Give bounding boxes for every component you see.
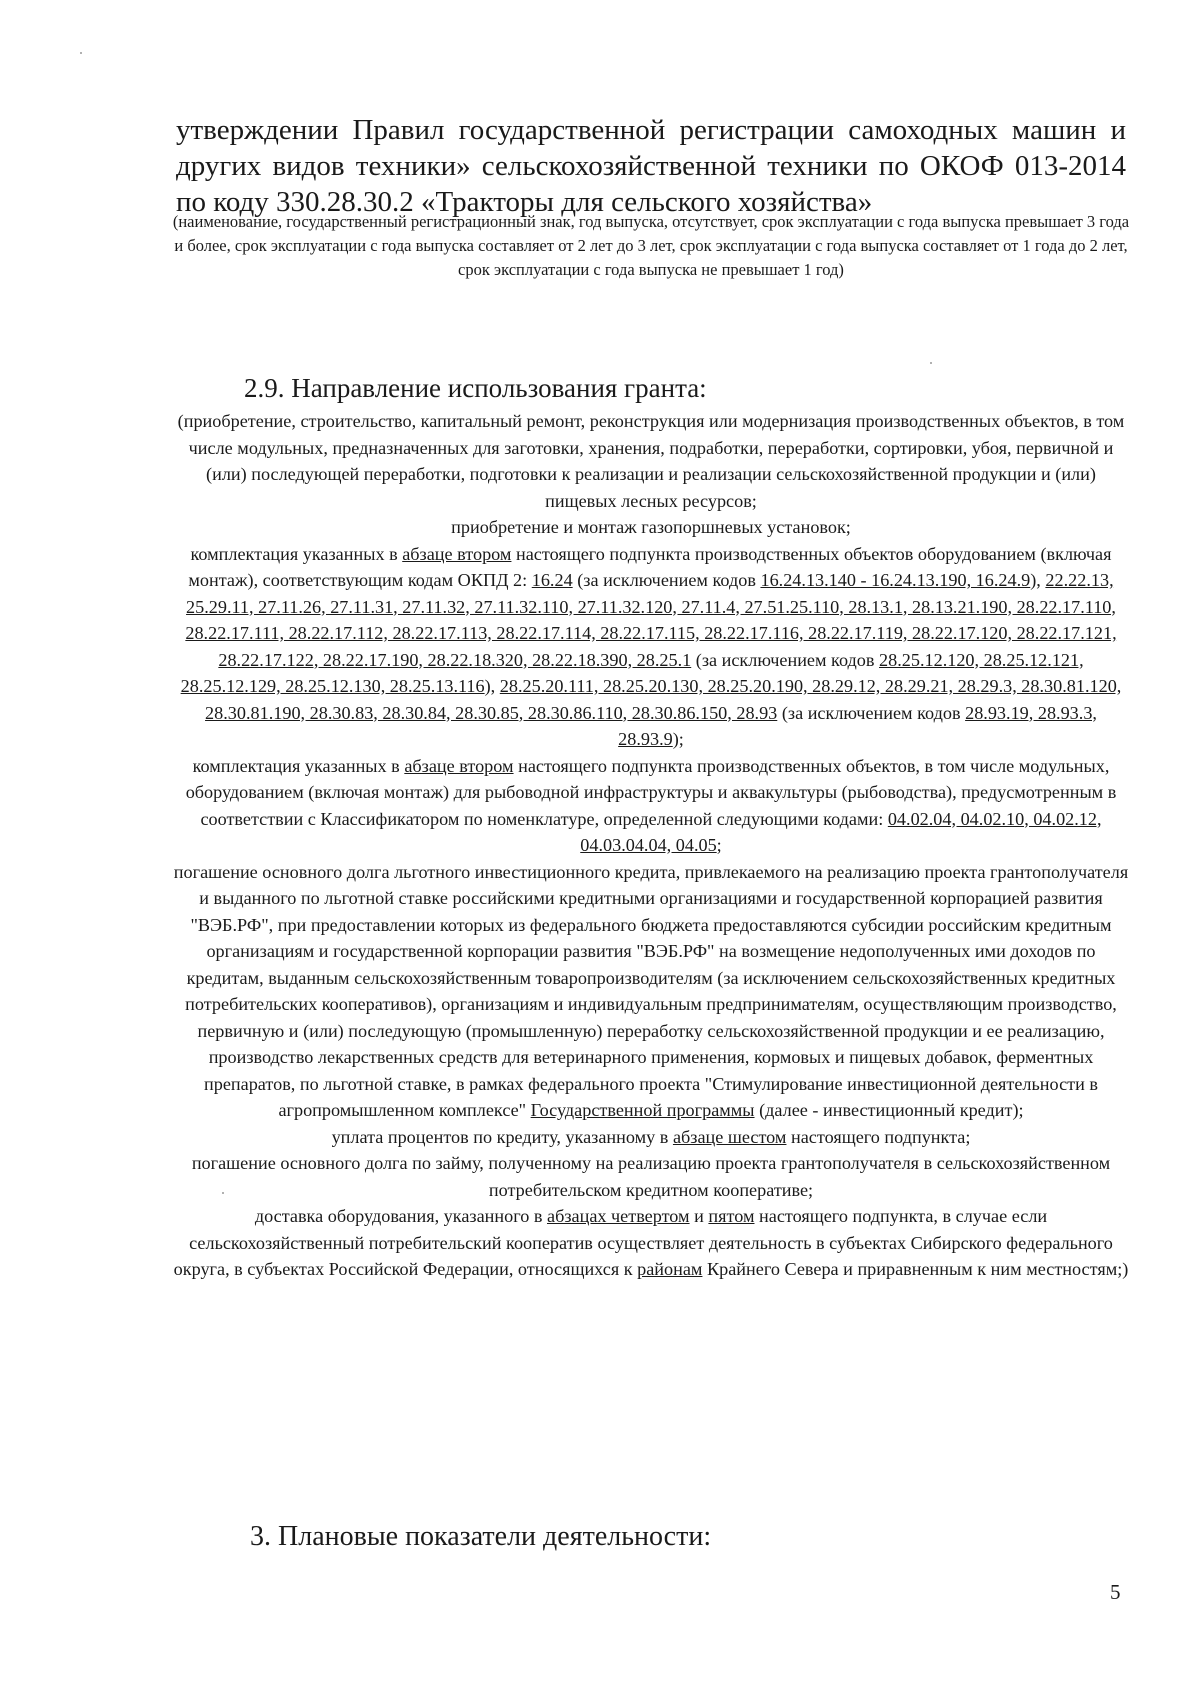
link-codes-excluded-3[interactable]: 28.93.19, 28.93.3, 28.93.9 <box>618 702 1097 749</box>
section-2-9-body <box>172 408 1130 1283</box>
section-3-title: 3. Плановые показатели деятельности: <box>250 1521 712 1552</box>
text: настоящего подпункта производственных объектов оборудованием (включая монтаж), соответствующим кодам ОКПД 2: <box>188 543 1112 590</box>
text: комплектация указанных в <box>192 755 405 776</box>
paragraph-loan-repayment <box>172 859 1130 1124</box>
text: настоящего подпункта; <box>786 1126 971 1147</box>
link-rayonam[interactable]: районам <box>637 1259 703 1279</box>
text: и <box>689 1206 709 1226</box>
paragraph-delivery <box>172 1203 1130 1283</box>
paragraph-purposes: (приобретение, строительство, капитальный ремонт, реконструкция или модернизация производственных объектов, в том числе модульных, предназначенных для заготовки, хранения, подработки, переработки, сортировки, убоя, первичной и (или) последующей переработки, подготовки к реализации и реализации сельскохозяйственной продукции и (или) пищевых лесных ресурсов; <box>177 411 1125 511</box>
intro-note: (наименование, государственный регистрационный знак, год выпуска, отсутствует, срок эксплуатации с года выпуска превышает 3 года и более, срок эксплуатации с года выпуска составляет от 2 лет до 3 лет, срок эксплуатации с года выпуска составляет от 1 года до 2 лет, срок эксплуатации с года выпуска не превышает 1 год) <box>172 212 1130 279</box>
text: доставка оборудования, указанного в <box>254 1206 547 1226</box>
text: ; <box>716 835 722 855</box>
link-abzats-vtorom[interactable]: абзаце втором <box>402 543 512 564</box>
text: ), <box>484 676 500 696</box>
text: (за исключением кодов <box>777 702 966 723</box>
link-pyatom[interactable]: пятом <box>708 1206 755 1226</box>
link-codes-more[interactable]: 28.25.20.111, 28.25.20.130, 28.25.20.190, 28.29.12, 28.29.21, 28.29.3, 28.30.81.120, 28.30.81.190, 28.30.83, 28.30.84, 28.30.85, 28.30.86.110, 28.30.86.150, 28.93 <box>205 676 1122 723</box>
link-codes-excluded-1[interactable]: 16.24.13.140 - 16.24.13.190, 16.24.9 <box>760 570 1031 590</box>
text: ), <box>1030 570 1046 590</box>
text: уплата процентов по кредиту, указанному в <box>331 1126 673 1147</box>
paragraph-aquaculture <box>172 753 1130 859</box>
paragraph-okpd-codes <box>172 541 1130 753</box>
text: Крайнего Севера и приравненным к ним местностям;) <box>702 1259 1129 1279</box>
text: ); <box>672 729 684 749</box>
text: комплектация указанных в <box>190 543 403 564</box>
link-codes-main[interactable]: 22.22.13, 25.29.11, 27.11.26, 27.11.31, 27.11.32, 27.11.32.110, 27.11.32.120, 27.11.4, 27.51.25.110, 28.13.1, 28.13.21.190, 28.22.17.110, 28.22.17.111, 28.22.17.112, 28.22.17.113, 28.22.17.114, 28.22.17.115, 28.22.17.116, 28.22.17.119, 28.22.17.120, 28.22.17.121, 28.22.17.122, 28.22.17.190, 28.22.18.320, 28.22.18.390, 28.25.1 <box>185 570 1117 670</box>
text: (за исключением кодов <box>691 649 880 670</box>
paragraph-coop-loan: погашение основного долга по займу, полученному на реализацию проекта грантополучателя в сельскохозяйственном потребительском кредитном кооперативе; <box>191 1153 1111 1200</box>
link-classifier-codes[interactable]: 04.02.04, 04.02.10, 04.02.12, 04.03.04.04, 04.05 <box>580 808 1102 855</box>
link-code-16-24[interactable]: 16.24 <box>531 570 573 590</box>
link-abzatsakh-chetvertom[interactable]: абзацах четвертом <box>547 1206 690 1226</box>
section-2-9-title: 2.9. Направление использования гранта: <box>244 373 707 403</box>
paragraph-interest <box>172 1124 1130 1151</box>
text: погашение основного долга льготного инвестиционного кредита, привлекаемого на реализацию проекта грантополучателя и выданного по льготной ставке российскими кредитными организациями и государственной корпорацией развития "ВЭБ.РФ", при предоставлении которых из федерального бюджета предоставляются субсидии российским кредитным организациям и государственной корпорации развития "ВЭБ.РФ" на возмещение недополученных ими доходов по кредитам, выданным сельскохозяйственным товаропроизводителям (за исключением сельскохозяйственных кредитных потребительских кооперативов), организациям и индивидуальным предпринимателям, осуществляющим производство, первичную и (или) последующую (промышленную) переработку сельскохозяйственной продукции и ее реализацию, производство лекарственных средств для ветеринарного применения, кормовых и пищевых добавок, ферментных препаратов, по льготной ставке, в рамках федерального проекта "Стимулирование инвестиционной деятельности в агропромышленном комплексе" <box>173 861 1129 1120</box>
page-number: 5 <box>1110 1580 1121 1604</box>
text: настоящего подпункта, в случае если сельскохозяйственный потребительский кооператив осуществляет деятельность в субъектах Сибирского федерального округа, в субъектах Российской Федерации, относящихся к <box>173 1206 1113 1279</box>
scan-speck <box>930 362 932 364</box>
text: (за исключением кодов <box>572 570 761 590</box>
link-abzats-vtorom[interactable]: абзаце втором <box>404 755 514 776</box>
scan-speck <box>222 1192 224 1194</box>
link-state-program[interactable]: Государственной программы <box>530 1100 755 1120</box>
intro-paragraph: утверждении Правил государственной регистрации самоходных машин и других видов техники» сельскохозяйственной техники по ОКОФ 013-2014 по коду 330.28.30.2 «Тракторы для сельского хозяйства» <box>176 114 1126 218</box>
text: (далее - инвестиционный кредит); <box>754 1100 1024 1120</box>
link-codes-excluded-2[interactable]: 28.25.12.120, 28.25.12.121, 28.25.12.129, 28.25.12.130, 28.25.13.116 <box>180 649 1084 696</box>
link-abzats-shestom[interactable]: абзаце шестом <box>672 1126 787 1147</box>
scan-speck <box>80 52 82 54</box>
paragraph-gas-units: приобретение и монтаж газопоршневых установок; <box>451 517 851 537</box>
text: настоящего подпункта производственных объектов, в том числе модульных, оборудованием (включая монтаж) для рыбоводной инфраструктуры и аквакультуры (рыбоводства), предусмотренным в соответствии с Классификатором по номенклатуре, определенной следующими кодами: <box>185 755 1117 829</box>
